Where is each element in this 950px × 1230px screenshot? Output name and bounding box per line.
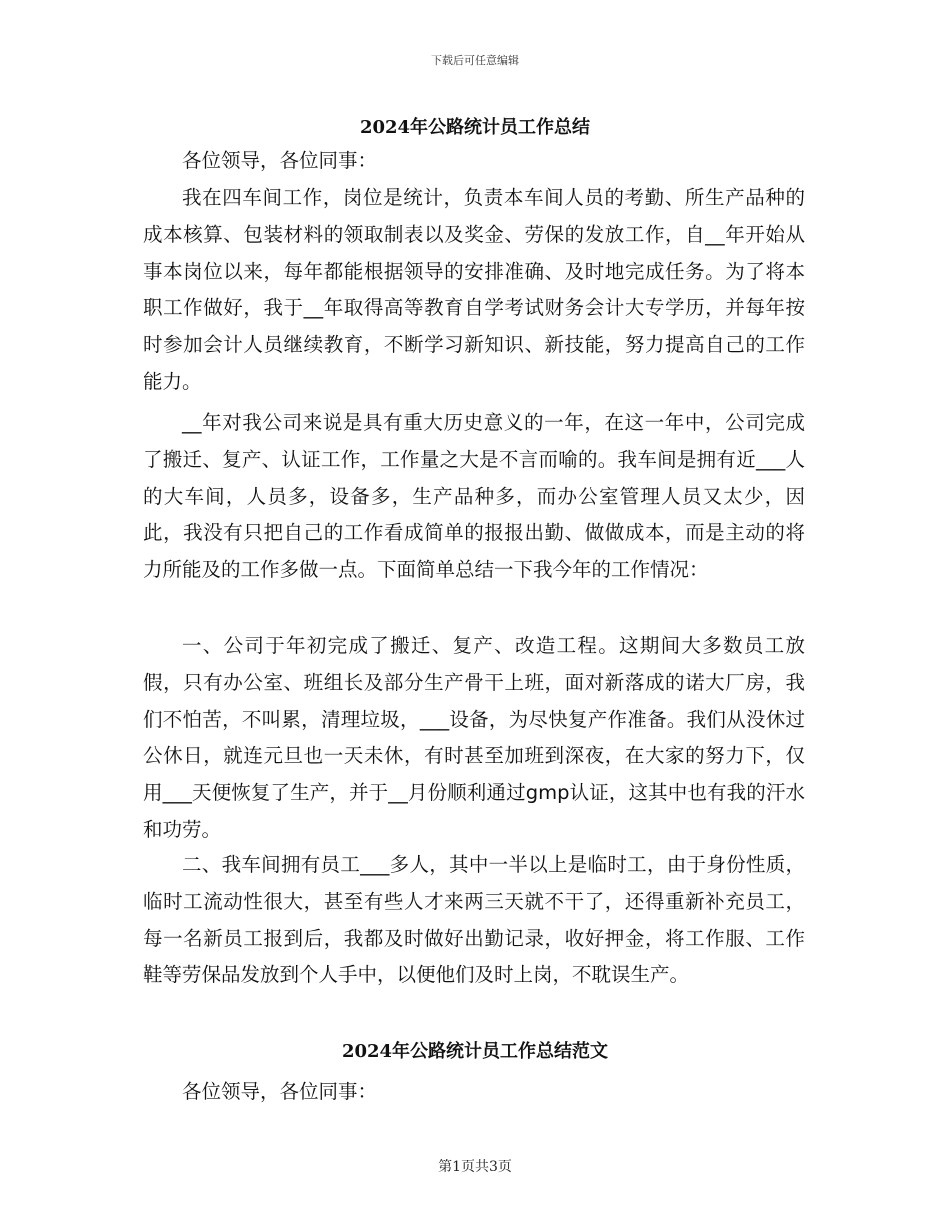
second-greeting: 各位领导，各位同事：	[182, 1080, 378, 1103]
greeting: 各位领导，各位同事：	[182, 149, 378, 172]
second-document-title: 2024年公路统计员工作总结范文	[341, 1041, 609, 1062]
paragraph-2: __年对我公司来说是具有重大历史意义的一年，在这一年中，公司完成了搬迁、复产、认证工作，工作量之大是不言而喻的。我车间是拥有近___人的大车间，人员多，设备多，生产品种多，而办公室管理人员又太少，因此，我没有只把自己的工作看成简单的报报出勤、做做成本，而是主动的将力所能及的工作多做一点。下面简单总结一下我今年的工作情况：	[143, 411, 805, 582]
paragraph-4: 二、我车间拥有员工___多人，其中一半以上是临时工，由于身份性质，临时工流动性很大，甚至有些人才来两三天就不干了，还得重新补充员工，每一名新员工报到后，我都及时做好出勤记录，收好押金，将工作服、工作鞋等劳保品发放到个人手中，以便他们及时上岗，不耽误生产。	[143, 853, 805, 987]
document-title: 2024年公路统计员工作总结	[359, 117, 591, 138]
page-footer: 第1页共3页	[438, 1159, 512, 1175]
header-note: 下载后可任意编辑	[431, 54, 519, 67]
paragraph-3: 一、公司于年初完成了搬迁、复产、改造工程。这期间大多数员工放假，只有办公室、班组长及部分生产骨干上班，面对新落成的诺大厂房，我们不怕苦，不叫累，清理垃圾，___设备，为尽快复产作准备。我们从没休过公休日，就连元旦也一天未休，有时甚至加班到深夜，在大家的努力下，仅用___天便恢复了生产，并于__月份顺利通过gmp认证，这其中也有我的汗水和功劳。	[143, 634, 805, 841]
paragraph-1: 我在四车间工作，岗位是统计，负责本车间人员的考勤、所生产品种的成本核算、包装材料的领取制表以及奖金、劳保的发放工作，自__年开始从事本岗位以来，每年都能根据领导的安排准确、及时地完成任务。为了将本职工作做好，我于__年取得高等教育自学考试财务会计大专学历，并每年按时参加会计人员继续教育，不断学习新知识、新技能，努力提高自己的工作能力。	[143, 186, 805, 393]
